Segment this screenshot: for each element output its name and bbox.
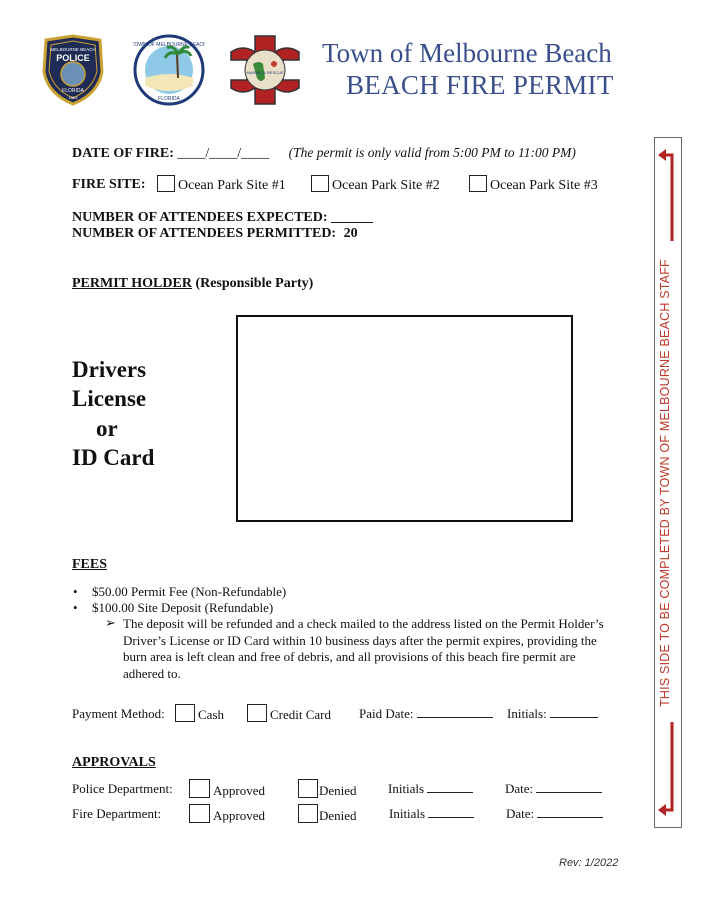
checkbox[interactable] (469, 175, 487, 192)
date-of-fire-note: (The permit is only valid from 5:00 PM to 11:00 PM) (288, 145, 576, 160)
arrow-down-icon (656, 718, 680, 820)
paid-date-field[interactable]: Paid Date: (359, 706, 493, 722)
permit-holder-heading: PERMIT HOLDER (Responsible Party) (72, 276, 314, 291)
payment-method-label: Payment Method: (72, 706, 165, 721)
deposit-note: The deposit will be refunded and a check mailed to the address listed on the Permit Holder’s Driver’s License or ID Card within 10 business days after the permit expires, providing the burn area is left clean and free of debris, and all provisions of this beach fire permit are adhered to. (123, 616, 604, 681)
id-label-license: License (72, 386, 147, 411)
svg-text:MELBOURNE BEACH: MELBOURNE BEACH (50, 47, 96, 52)
payment-cash-option[interactable]: Cash (175, 704, 224, 723)
id-card-box[interactable] (236, 315, 573, 522)
town-seal-logo (133, 34, 205, 106)
fee-item-2: $100.00 Site Deposit (Refundable) (92, 600, 274, 615)
date-of-fire-label: DATE OF FIRE: (72, 146, 174, 161)
payment-credit-option[interactable]: Credit Card (247, 704, 331, 723)
arrow-up-icon (656, 145, 680, 245)
arrow-bullet-icon: ➢ (105, 615, 116, 630)
fire-site-label: FIRE SITE: (72, 177, 146, 192)
checkbox[interactable] (298, 804, 318, 823)
checkbox[interactable] (157, 175, 175, 192)
revision-label: Rev: 1/2022 (559, 857, 619, 869)
fire-denied-option[interactable]: Denied (298, 804, 357, 824)
checkbox[interactable] (247, 704, 267, 722)
fire-dept-label: Fire Department: (72, 806, 162, 821)
police-approved-option[interactable]: Approved (189, 779, 265, 799)
checkbox[interactable] (298, 779, 318, 798)
permit-title: BEACH FIRE PERMIT (346, 70, 614, 100)
attendees-expected-row: NUMBER OF ATTENDEES EXPECTED: ______ (72, 210, 374, 225)
checkbox[interactable] (189, 804, 210, 823)
svg-text:1883: 1883 (68, 95, 78, 100)
fire-initials-field[interactable]: Initials (389, 806, 474, 822)
svg-text:TOWN OF MELBOURNE BEACH: TOWN OF MELBOURNE BEACH (133, 42, 205, 48)
date-of-fire-field[interactable]: ____/____/____ (177, 146, 270, 161)
checkbox[interactable] (189, 779, 210, 798)
svg-text:FLORIDA: FLORIDA (62, 88, 84, 94)
fee-item-1: $50.00 Permit Fee (Non-Refundable) (92, 584, 287, 599)
fire-site-option-1[interactable]: Ocean Park Site #1 (157, 175, 286, 194)
police-initials-field[interactable]: Initials (388, 781, 473, 797)
svg-text:MARINE & RESCUE: MARINE & RESCUE (246, 70, 284, 75)
police-date-field[interactable]: Date: (505, 781, 602, 797)
payment-initials-field[interactable]: Initials: (507, 706, 598, 722)
fire-rescue-logo (229, 34, 301, 106)
svg-text:FLORIDA: FLORIDA (158, 96, 180, 102)
id-label-idcard: ID Card (72, 445, 155, 470)
fire-site-option-3[interactable]: Ocean Park Site #3 (469, 175, 598, 194)
date-of-fire-row (72, 145, 576, 162)
fire-date-field[interactable]: Date: (506, 806, 603, 822)
checkbox[interactable] (311, 175, 329, 192)
police-badge-logo (40, 34, 106, 106)
fees-heading: FEES (72, 557, 108, 572)
fire-approved-option[interactable]: Approved (189, 804, 265, 824)
attendees-permitted-row: NUMBER OF ATTENDEES PERMITTED: 20 (72, 226, 358, 241)
id-label-drivers: Drivers (72, 357, 147, 382)
police-denied-option[interactable]: Denied (298, 779, 357, 799)
fire-site-option-2[interactable]: Ocean Park Site #2 (311, 175, 440, 194)
attendees-permitted-value: 20 (343, 226, 358, 241)
police-dept-label: Police Department: (72, 781, 173, 796)
town-title: Town of Melbourne Beach (322, 38, 612, 68)
approvals-heading: APPROVALS (72, 755, 156, 770)
staff-sidebar-text: THIS SIDE TO BE COMPLETED BY TOWN OF MELBOURNE BEACH STAFF (658, 259, 672, 707)
id-label-or: or (96, 416, 118, 441)
checkbox[interactable] (175, 704, 195, 722)
attendees-expected-field[interactable]: ______ (331, 210, 374, 225)
svg-text:POLICE: POLICE (56, 53, 90, 63)
